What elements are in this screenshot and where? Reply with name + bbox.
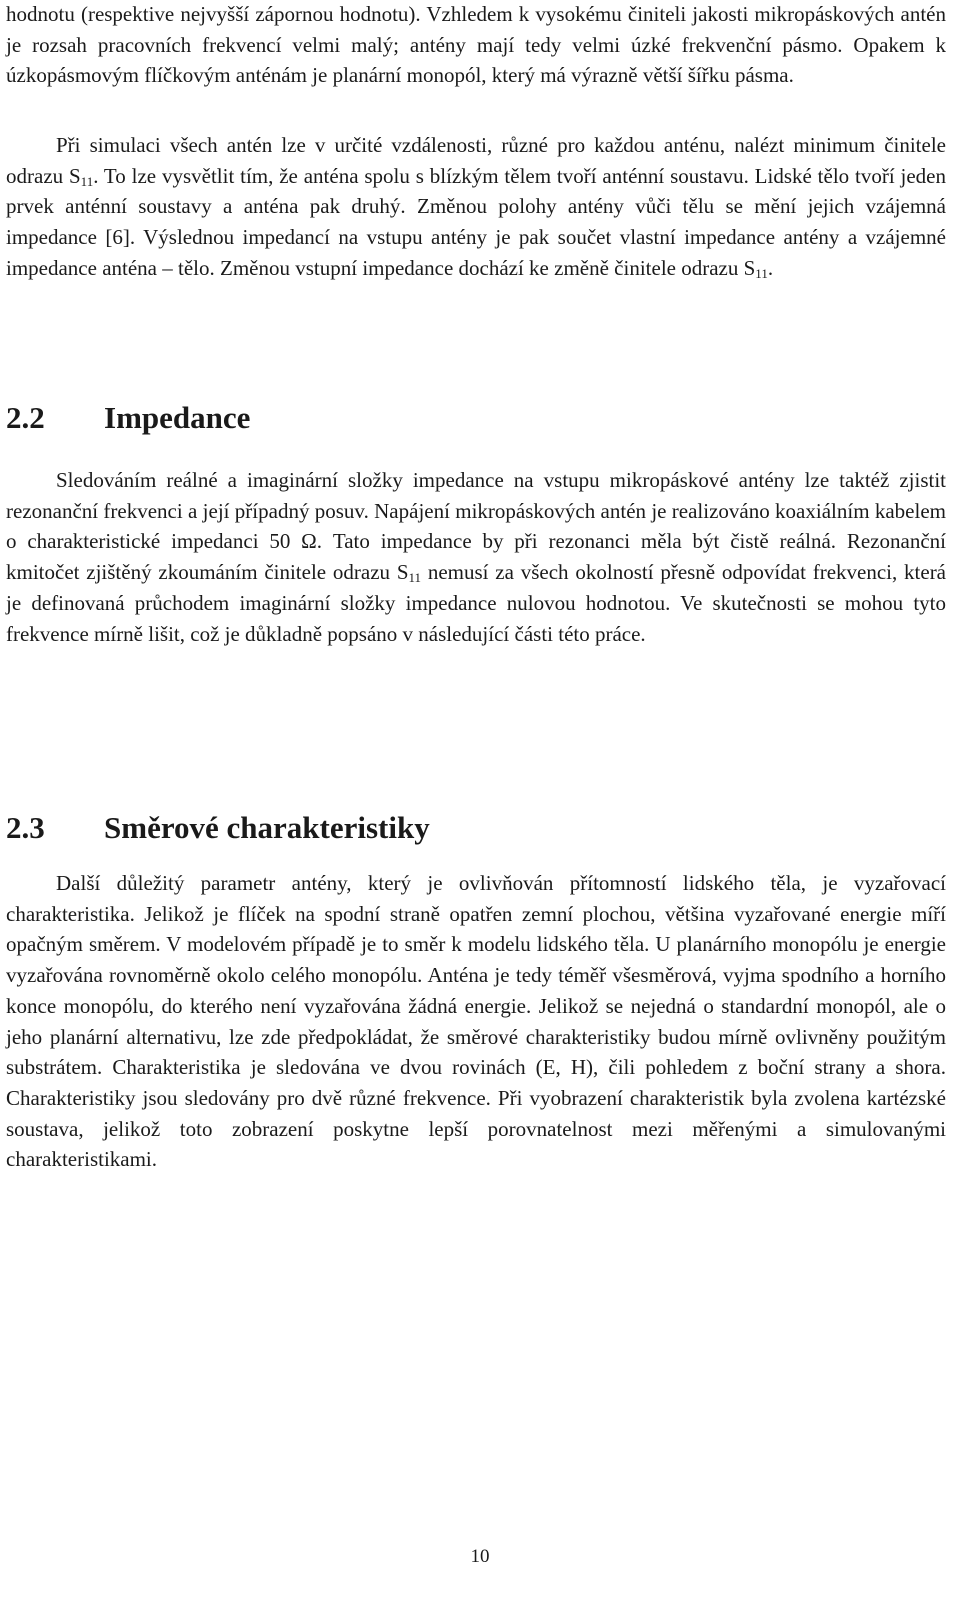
s11-subscript: 11: [408, 570, 422, 586]
section-number: 2.2: [6, 400, 45, 435]
paragraph-impedance-text-a: Sledováním reálné a imaginární složky impedance na vstupu mikropáskové antény lze taktéž zjistit rezonanční frekvenci a její případný posuv. Napájení mikropáskových antén je realizováno koaxiálním kabelem o charakteristické impedanci 50 Ω. Tato impedance by při rezonanci měla být čistě reálná. Rezonanční kmitočet zjištěný zkoumáním činitele odrazu S: [6, 468, 946, 585]
section-title: Impedance: [104, 400, 251, 435]
paragraph-bandwidth: hodnotu (respektive nejvyšší zápornou hodnotu). Vzhledem k vysokému činiteli jakosti mikropáskových antén je rozsah pracovních frekvencí velmi malý; antény mají tedy velmi úzké frekvenční pásmo. Opakem k úzkopásmovým flíčkovým anténám je planární monopól, který má výrazně větší šířku pásma.: [6, 2, 946, 88]
paragraph-simulation-text-b: . To lze vysvětlit tím, že anténa spolu s blízkým tělem tvoří anténní soustavu. Lidské tělo tvoří jeden prvek anténní soustavy a anténa pak druhý. Změnou polohy antény vůči tělu se mění jejich vzájemná impedance [6]. Výslednou impedancí na vstupu antény je pak součet vlastní impedance antény a vzájemné impedance anténa – tělo. Změnou vstupní impedance dochází ke změně činitele odrazu S: [6, 163, 946, 280]
paragraph-impedance-text-b: nemusí za všech okolností přesně odpovídat frekvenci, která je definovaná průchodem imaginární složky impedance nulovou hodnotou. Ve skutečnosti se mohou tyto frekvence mírně lišit, což je důkladně popsáno v následující části této práce.: [6, 560, 947, 646]
s11-subscript: 11: [80, 173, 94, 189]
section-title: Směrové charakteristiky: [104, 810, 430, 845]
section-heading-impedance: [6, 400, 250, 436]
paragraph-radiation-patterns: Další důležitý parametr antény, který je ovlivňován přítomností lidského těla, je vyzařovací charakteristika. Jelikož je flíček na spodní straně opatřen zemní plochou, většina vyzařované energie míří opačným směrem. V modelovém případě je to směr k modelu lidského těla. U planárního monopólu je energie vyzařována rovnoměrně okolo celého monopólu. Anténa je tedy téměř všesměrová, vyjma spodního a horního konce monopólu, do kterého není vyzařována žádná energie. Jelikož se nejedná o standardní monopól, ale o jeho planární alternativu, lze zde předpokládat, že směrové charakteristiky budou mírně ovlivněny použitým substrátem. Charakteristika je sledována ve dvou rovinách (E, H), čili pohledem z boční strany a shora. Charakteristiky jsou sledovány pro dvě různé frekvence. Při vyobrazení charakteristik byla zvolena kartézské soustava, jelikož toto zobrazení poskytne lepší porovnatelnost mezi měřenými a simulovanými charakteristikami.: [6, 871, 946, 1172]
paragraph-simulation-text-a: Při simulaci všech antén lze v určité vzdálenosti, různé pro každou anténu, nalézt minimum činitele odrazu S: [6, 133, 946, 188]
paragraph-simulation-text-c: .: [767, 255, 774, 280]
paragraph-simulation: [6, 130, 946, 284]
section-heading-radiation-patterns: [6, 810, 430, 846]
s11-subscript: 11: [755, 265, 768, 281]
page-number: 10: [470, 1546, 490, 1567]
paragraph-impedance: [6, 465, 946, 649]
section-number: 2.3: [6, 810, 45, 845]
